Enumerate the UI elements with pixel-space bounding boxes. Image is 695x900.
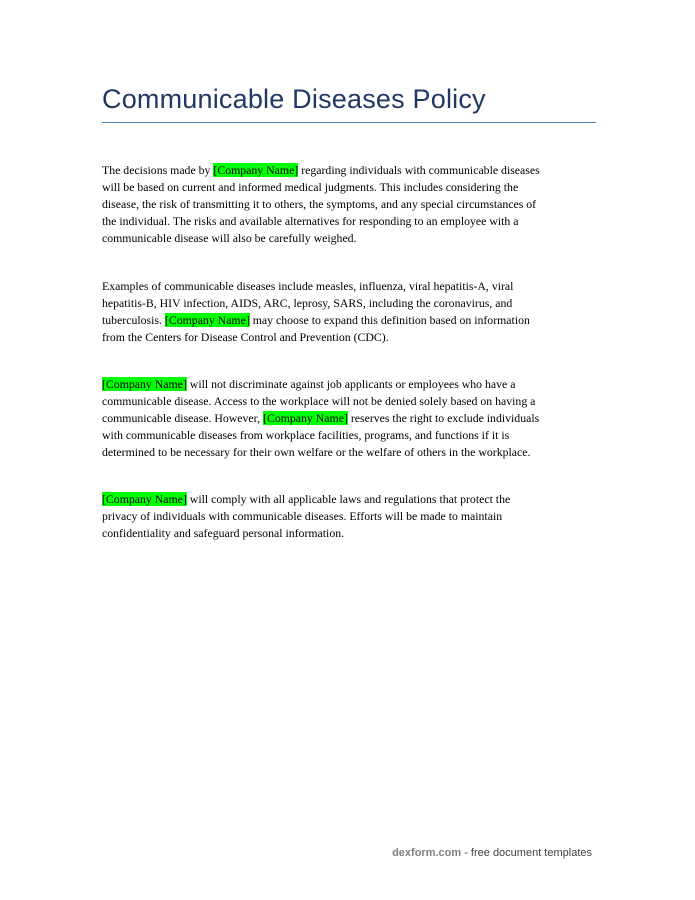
text-line <box>102 393 596 410</box>
text-segment: regarding individuals with communicable diseases <box>298 163 540 177</box>
text-segment: Examples of communicable diseases include measles, influenza, viral hepatitis-A, viral <box>102 279 514 293</box>
text-segment: privacy of individuals with communicable diseases. Efforts will be made to maintain <box>102 509 503 523</box>
text-segment: will be based on current and informed medical judgments. This includes considering the <box>102 180 519 194</box>
text-segment: communicable disease will also be carefully weighed. <box>102 231 357 245</box>
text-segment: communicable disease. Access to the workplace will not be denied solely based on having a <box>102 394 536 408</box>
text-line <box>102 427 596 444</box>
text-segment: will comply with all applicable laws and regulations that protect the <box>186 492 511 506</box>
text-segment: the individual. The risks and available alternatives for responding to an employee with a <box>102 214 519 228</box>
policy-paragraph-4 <box>102 491 596 542</box>
title-divider <box>102 122 596 123</box>
text-segment: reserves the right to exclude individuals <box>347 411 540 425</box>
text-line <box>102 213 596 230</box>
text-line <box>102 508 596 525</box>
footer-tagline: - free document templates <box>461 847 592 859</box>
text-line <box>102 525 596 542</box>
company-name-placeholder: [Company Name] <box>213 163 299 177</box>
text-line <box>102 491 596 508</box>
text-segment: from the Centers for Disease Control and Prevention (CDC). <box>102 330 389 344</box>
company-name-placeholder: [Company Name] <box>263 411 348 425</box>
text-line <box>102 329 596 346</box>
text-line <box>102 196 596 213</box>
policy-paragraph-1 <box>102 162 596 247</box>
text-segment: tuberculosis. <box>102 313 165 327</box>
text-segment: with communicable diseases from workplace facilities, programs, and functions if it is <box>102 428 510 442</box>
text-line <box>102 162 596 179</box>
page-footer <box>392 847 592 859</box>
text-segment: The decisions made by <box>102 163 214 177</box>
page-title: Communicable Diseases Policy <box>102 84 486 114</box>
text-line <box>102 179 596 196</box>
text-line <box>102 295 596 312</box>
text-line <box>102 410 596 427</box>
text-segment: hepatitis-B, HIV infection, AIDS, ARC, leprosy, SARS, including the coronavirus, and <box>102 296 513 310</box>
text-segment: communicable disease. However, <box>102 411 264 425</box>
text-segment: will not discriminate against job applicants or employees who have a <box>186 377 516 391</box>
text-line <box>102 376 596 393</box>
text-line <box>102 312 596 329</box>
text-line <box>102 278 596 295</box>
text-segment: disease, the risk of transmitting it to others, the symptoms, and any special circumstances of <box>102 197 537 211</box>
company-name-placeholder: [Company Name] <box>102 492 187 506</box>
text-segment: determined to be necessary for their own welfare or the welfare of others in the workplace. <box>102 445 531 459</box>
text-segment: confidentiality and safeguard personal information. <box>102 526 345 540</box>
text-line <box>102 230 596 247</box>
text-line <box>102 444 596 461</box>
policy-paragraph-3 <box>102 376 596 461</box>
text-segment: may choose to expand this definition based on information <box>249 313 530 327</box>
company-name-placeholder: [Company Name] <box>164 313 250 327</box>
policy-paragraph-2 <box>102 278 596 346</box>
footer-brand: dexform.com <box>392 847 462 859</box>
company-name-placeholder: [Company Name] <box>102 377 187 391</box>
